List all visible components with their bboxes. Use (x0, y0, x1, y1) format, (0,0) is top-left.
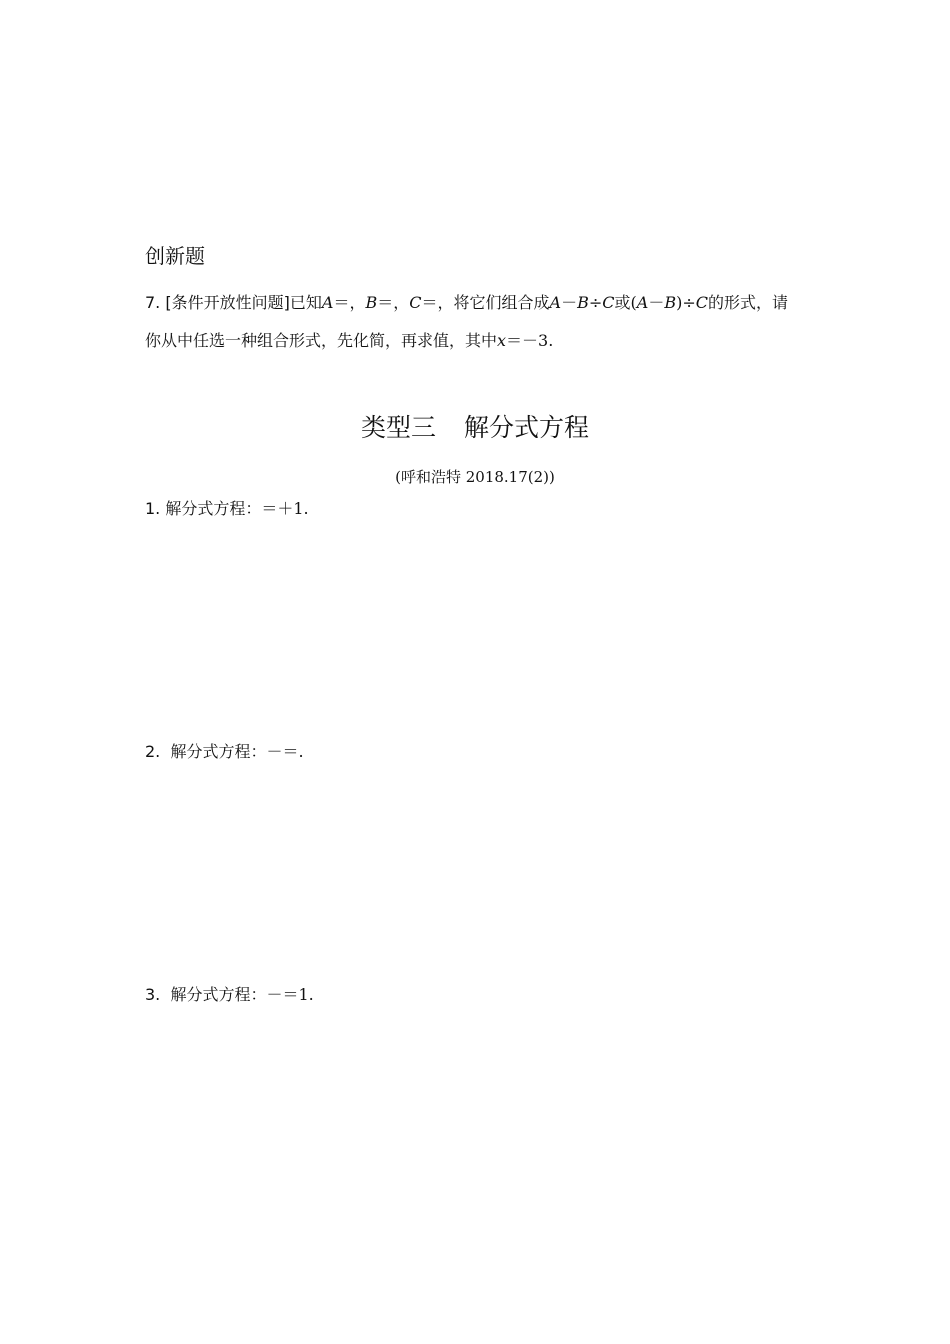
expr-var: C (695, 293, 708, 312)
var-B: B (365, 293, 378, 312)
problem-text: ＝，将它们组合成 (421, 293, 550, 312)
problem-2 (145, 741, 304, 763)
expr-var: B (664, 293, 677, 312)
var-A: A (321, 293, 334, 312)
title-topic: 解分式方程 (464, 413, 590, 442)
problem-text: 解分式方程：－＝. (170, 742, 304, 761)
problem-number: 3. (145, 985, 161, 1004)
problem-text: 或( (614, 293, 637, 312)
problem-1 (145, 498, 309, 520)
problem-3 (145, 984, 314, 1006)
expr-op: )÷ (676, 293, 696, 312)
var-C: C (409, 293, 422, 312)
problem-text: ＝， (377, 293, 410, 312)
problem-text: 你从中任选一种组合形式，先化简，再求值，其中 (145, 331, 498, 350)
problem-7-line-1 (145, 292, 788, 314)
section-title (0, 408, 950, 444)
problem-text: 已知 (289, 293, 322, 312)
problem-text: ＝， (333, 293, 366, 312)
source-note: (呼和浩特 2018.17(2)) (395, 468, 555, 486)
section-heading: 创新题 (145, 244, 205, 268)
expr-op: － (648, 293, 665, 312)
expr-var: A (549, 293, 562, 312)
problem-text: ＝－3. (506, 331, 554, 350)
var-x: x (497, 331, 507, 350)
expr-op: ÷ (588, 293, 603, 312)
problem-text: 的形式，请 (708, 293, 789, 312)
expr-var: C (602, 293, 615, 312)
expr-var: A (636, 293, 649, 312)
problem-text: 解分式方程：－＝1. (170, 985, 314, 1004)
expr-op: － (561, 293, 578, 312)
problem-number: 2. (145, 742, 161, 761)
title-type: 类型三 (360, 413, 436, 442)
problem-7-line-2 (145, 330, 553, 352)
expr-var: B (577, 293, 589, 312)
problem-number: 7. (145, 293, 161, 312)
problem-number: 1. (145, 499, 161, 518)
problem-text: 解分式方程：＝＋1. (165, 499, 309, 518)
problem-tag: [条件开放性问题] (165, 293, 290, 312)
